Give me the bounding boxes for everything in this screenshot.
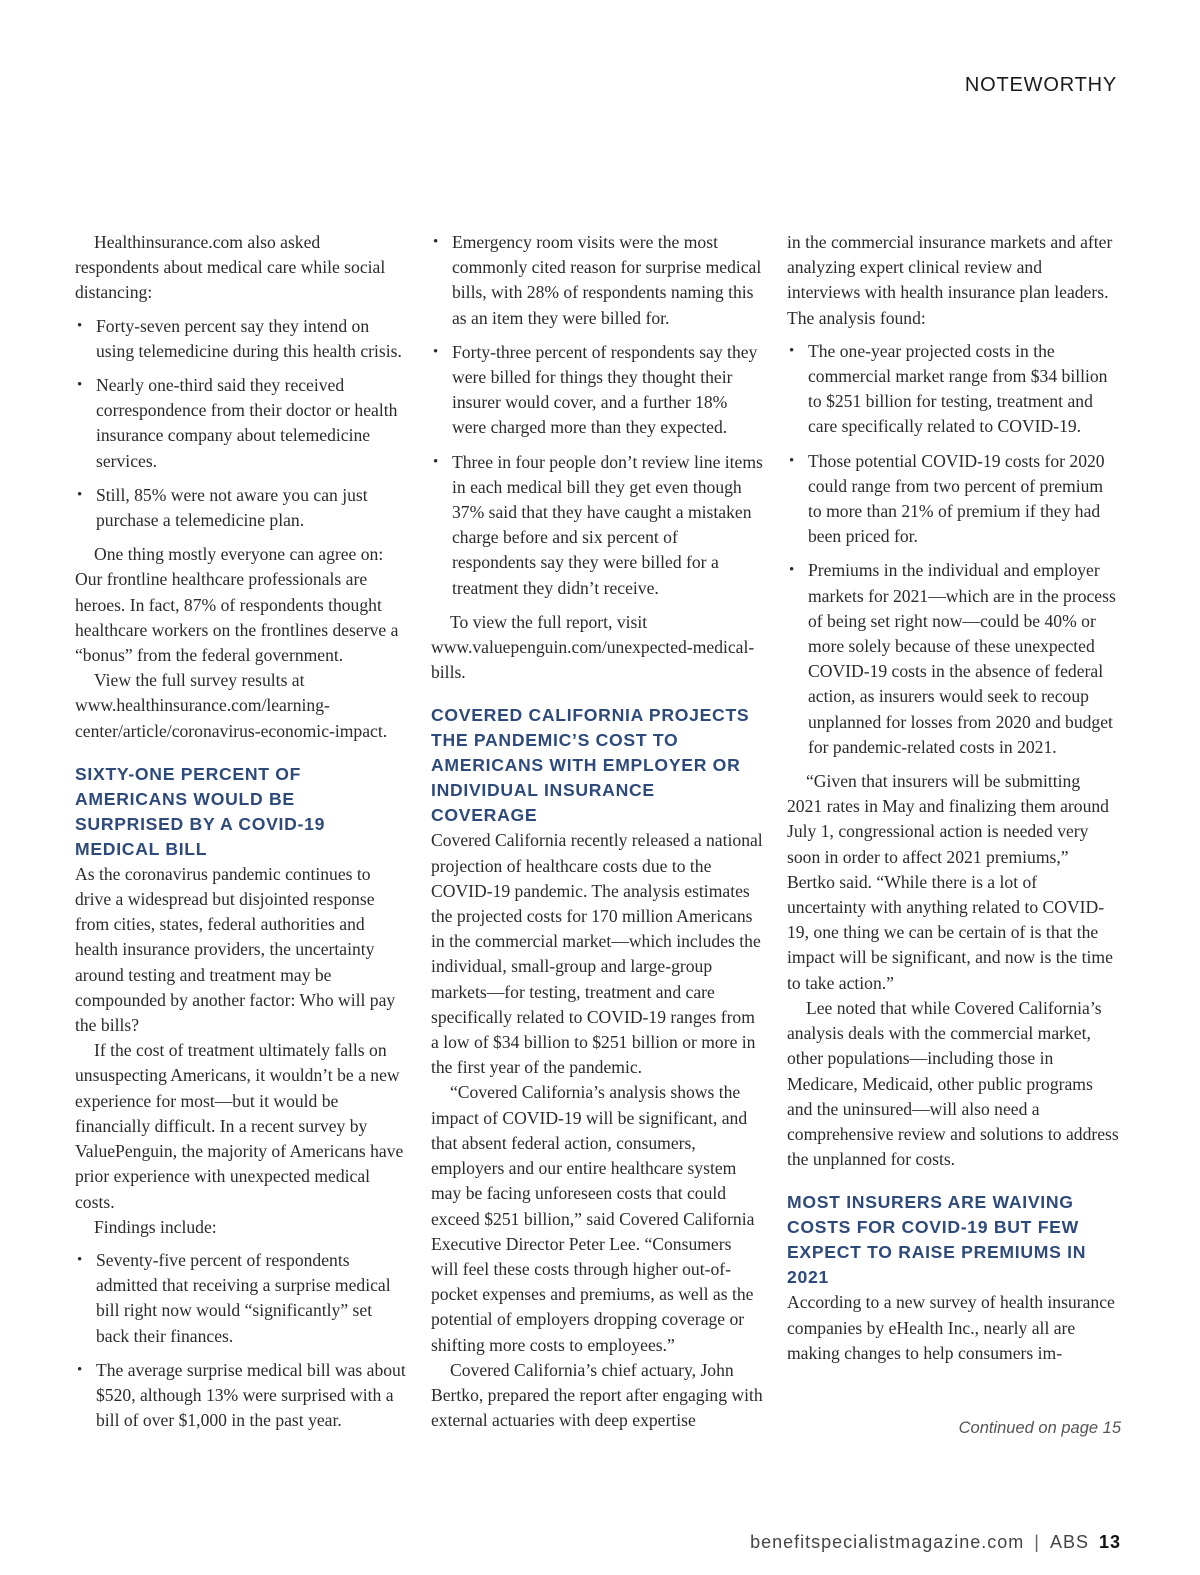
paragraph: Findings include: (94, 1216, 217, 1237)
list-item: • Nearly one-third said they received correspondence from their doctor or health insurance company about telemedicine services. (75, 373, 407, 474)
paragraph: If the cost of treatment ultimately falls on unsuspecting Americans, it wouldn’t be a new experience for most—but it would be financially difficult. In a recent survey by ValuePenguin, the majority of Americans have prior experience with unexpected medical costs. (75, 1040, 404, 1212)
paragraph: To view the full report, visit www.valuepenguin.com/unexpected-medical-bills. (431, 611, 755, 683)
paragraph: “Covered California’s analysis shows the impact of COVID-19 will be significant, and that absent federal action, consumers, employers and our entire healthcare system may be facing unforeseen costs that could exceed $251 billion,” said Covered California Executive Director Peter Lee. “Consumers will feel these costs through higher out-of-pocket expenses and premiums, as well as the potential of employers dropping coverage or shifting more costs to employees.” (431, 1082, 755, 1355)
section-label: NOTEWORTHY (964, 74, 1117, 96)
paragraph: “Given that insurers will be submitting 2021 rates in May and finalizing them around July 1, congressional action is needed very soon in order to affect 2021 premiums,” Bertko said. “While there is a lot of uncertainty with anything related to COVID-19, one thing we can be certain of is that the impact will be significant, and now is the time to take action.” (787, 771, 1113, 993)
paragraph: Covered California’s chief actuary, John Bertko, prepared the report after engaging with external actuaries with deep expertise (431, 1359, 763, 1431)
paragraph: Healthinsurance.com also asked respondents about medical care while social distancing: (75, 232, 386, 303)
bullet-list (431, 230, 763, 601)
continued-note: Continued on page 15 (958, 1419, 1121, 1437)
list-item: • The average surprise medical bill was about $520, although 13% were surprised with a bill of over $1,000 in the past year. (75, 1358, 407, 1434)
footer-publication: ABS (1049, 1532, 1089, 1552)
bullet-list (75, 1248, 407, 1433)
article-column-2 (431, 230, 763, 1433)
list-item: • Seventy-five percent of respondents admitted that receiving a surprise medical bill right now would “significantly” set back their finances. (75, 1248, 407, 1349)
bullet-list (75, 314, 407, 534)
paragraph: View the full survey results at www.healthinsurance.com/learning-center/article/coronavirus-economic-impact. (75, 670, 388, 741)
list-item: • The one-year projected costs in the commercial market range from $34 billion to $251 billion for testing, treatment and care specifically related to COVID-19. (787, 339, 1119, 440)
list-item: • Premiums in the individual and employer markets for 2021—which are in the process of being set right now—could be 40% or more solely because of these unexpected COVID-19 costs in the absence of federal action, as insurers would seek to recoup unplanned for losses from 2020 and budget for pandemic-related costs in 2021. (787, 558, 1119, 760)
list-item: • Still, 85% were not aware you can just purchase a telemedicine plan. (75, 483, 407, 533)
list-item: • Forty-three percent of respondents say they were billed for things they thought their insurer would cover, and a further 18% were charged more than they expected. (431, 340, 763, 441)
footer-separator: | (1034, 1532, 1040, 1552)
paragraph: Covered California recently released a national projection of healthcare costs due to the COVID-19 pandemic. The analysis estimates the projected costs for 170 million Americans in the commercial market—which includes the individual, small-group and large-group markets—for testing, treatment and care specifically related to COVID-19 ranges from a low of $34 billion to $251 billion or more in the first year of the pandemic. (431, 830, 763, 1078)
paragraph: in the commercial insurance markets and after analyzing expert clinical review and interviews with health insurance plan leaders. The analysis found: (787, 232, 1113, 328)
list-item: • Emergency room visits were the most commonly cited reason for surprise medical bills, with 28% of respondents naming this as an item they were billed for. (431, 230, 763, 331)
section-heading: MOST INSURERS ARE WAIVING COSTS FOR COVID-19 BUT FEW EXPECT TO RAISE PREMIUMS IN 2021 (787, 1192, 1087, 1288)
footer-website: benefitspecialistmagazine.com (750, 1532, 1025, 1552)
section-heading: SIXTY-ONE PERCENT OF AMERICANS WOULD BE SURPRISED BY A COVID-19 MEDICAL BILL (75, 763, 326, 859)
page-number: 13 (1098, 1532, 1121, 1552)
list-item: • Forty-seven percent say they intend on using telemedicine during this health crisis. (75, 314, 407, 364)
bullet-list (787, 339, 1119, 760)
list-item: • Three in four people don’t review line items in each medical bill they get even though 37% said that they have caught a mistaken charge before and six percent of respondents say they were billed for a treatment they didn’t receive. (431, 450, 763, 601)
section-heading: COVERED CALIFORNIA PROJECTS THE PANDEMIC’S COST TO AMERICANS WITH EMPLOYER OR INDIVIDUAL INSURANCE COVERAGE (431, 705, 750, 826)
article-column-1 (75, 230, 407, 1442)
paragraph: According to a new survey of health insurance companies by eHealth Inc., nearly all are making changes to help consumers im- (787, 1292, 1115, 1363)
paragraph: One thing mostly everyone can agree on: Our frontline healthcare professionals are heroes. In fact, 87% of respondents thought healthcare workers on the frontlines deserve a “bonus” from the federal government. (75, 544, 399, 666)
article-column-3 (787, 230, 1119, 1366)
paragraph: Lee noted that while Covered California’s analysis deals with the commercial market, other populations—including those in Medicare, Medicaid, other public programs and the uninsured—will also need a comprehensive review and solutions to address the unplanned for costs. (787, 997, 1119, 1170)
list-item: • Those potential COVID-19 costs for 2020 could range from two percent of premium to more than 21% of premium if they had been priced for. (787, 449, 1119, 550)
page-footer (750, 1532, 1121, 1553)
paragraph: As the coronavirus pandemic continues to drive a widespread but disjointed response from cities, states, federal authorities and health insurance providers, the uncertainty around testing and treatment may be compounded by another factor: Who will pay the bills? (75, 863, 396, 1036)
